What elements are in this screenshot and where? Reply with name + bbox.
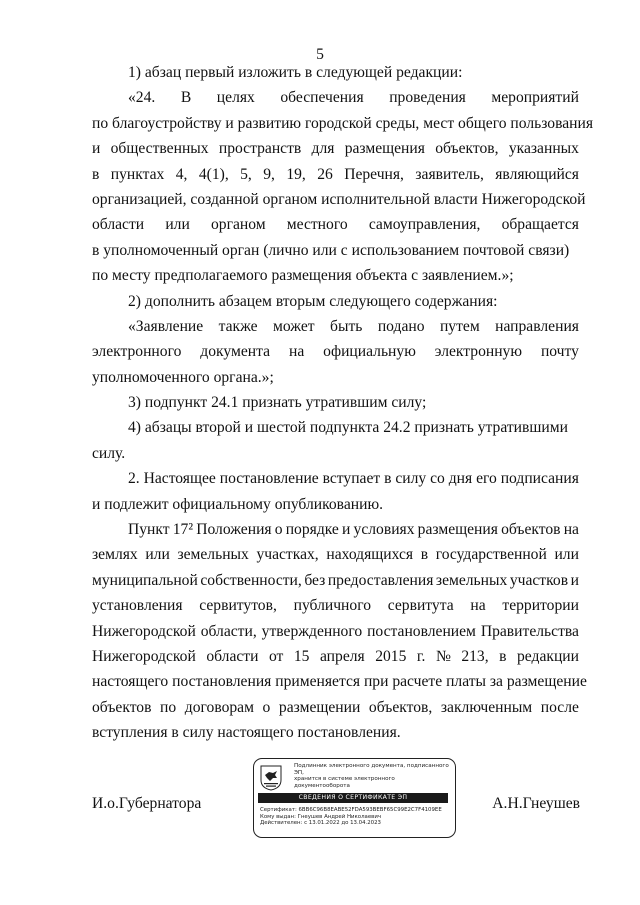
word: 5, [240,165,252,183]
word: подано [377,317,425,335]
word: 213, [461,647,489,665]
signatory-name: А.Н.Гнеушев [492,795,580,812]
word: государственной [435,546,547,564]
page-number: 5 [316,46,324,63]
word: почту [540,343,579,361]
text-line: вступления в силу настоящего постановления. [92,724,401,742]
word: муниципальной [92,571,198,589]
word: предоставления [327,571,434,589]
word: без [304,571,326,589]
word: договорам [184,698,254,716]
word: или [145,546,170,564]
text-line: 4) абзацы второй и шестой подпункта 24.2 признать утратившими [128,419,568,437]
word: сервитутов, [199,597,277,615]
word: Пункт [128,521,170,539]
e-signature-stamp [253,758,456,838]
word: объектов, [368,698,433,716]
word: Нижегородской [92,622,196,640]
word: может [273,317,315,335]
word: официальную [323,343,416,361]
word: Нижегородской [92,647,196,665]
word: местного [286,216,348,234]
text-line [92,568,579,593]
word: по [160,698,177,716]
text-line [92,695,579,720]
word: электронную [434,343,523,361]
signatory-title: И.о.Губернатора [92,795,202,812]
word: г. [416,647,426,665]
word: после [540,698,579,716]
word: также [218,317,258,335]
word: от [268,647,284,665]
text-line: 2. Настоящее постановление вступает в силу со дня его подписания [128,470,579,488]
text-line: 3) подпункт 24.1 признать утратившим силу; [128,394,427,412]
word: объектов [92,698,152,716]
certificate-validity: Действителен: с 13.01.2022 до 13.04.2023 [260,820,381,827]
text-line [92,517,579,542]
word: заявитель, [415,165,484,183]
word: указанных [508,140,579,158]
paragraph [92,314,579,390]
text-line: настоящего постановления применяется при расчете платы за размещение [92,673,587,691]
word: общественных [110,140,209,158]
stamp-title: СВЕДЕНИЯ О СЕРТИФИКАТЕ ЭП [258,793,448,803]
word: апреля [319,647,365,665]
word: обеспечения [280,89,364,107]
word: объектов, [435,140,499,158]
word: размещения [417,521,498,539]
text-line: уполномоченного органа.»; [92,368,274,386]
word: или [554,546,579,564]
word: земельных [435,571,508,589]
word: Правительства [480,622,579,640]
word: быть [330,317,363,335]
word: участках, [256,546,319,564]
paragraph [92,415,579,466]
paragraph [92,60,579,85]
word: в [92,165,100,183]
word: «24. [128,89,156,107]
text-line [92,339,579,364]
word: являющийся [495,165,579,183]
text-line: и подлежит официальному опубликованию. [92,495,384,513]
word: установления [92,597,183,615]
word: области, [200,622,257,640]
word: утвержденного [261,622,363,640]
text-line: силу. [92,444,126,462]
word: документа [200,343,271,361]
text-line: по благоустройству и развитию городской среды, мест общего пользования [92,114,594,132]
word: размещения [344,140,425,158]
coat-of-arms-icon [260,765,282,791]
text-line: 2) дополнить абзацем вторым следующего содержания: [128,292,498,310]
certificate-number: Сертификат: 6BB6C96B8EABE52FDA593BEBF65C99E2C7F4109EE [260,807,442,813]
document-body [92,60,594,746]
word: редакции [517,647,579,665]
text-line [92,136,579,161]
word: 4, [175,165,188,183]
word: путем [439,317,480,335]
word: для [311,140,335,158]
word: 17² [172,521,194,539]
word: Положения [196,521,272,539]
word: условиях [353,521,415,539]
text-line [92,85,579,110]
paragraph [92,390,579,415]
text-line: 1) абзац первый изложить в следующей редакции: [128,64,463,81]
paragraph [92,466,579,517]
word: 2015 [375,647,407,665]
word: № [435,647,451,665]
word: электронного [92,343,182,361]
word: 4(1), [198,165,229,183]
word: о [274,521,283,539]
text-line [92,619,579,644]
word: области [92,216,145,234]
word: порядке [285,521,339,539]
word: и [92,140,101,158]
word: мероприятий [491,89,579,107]
word: пространств [218,140,302,158]
word: размещении [278,698,361,716]
text-line [92,542,579,567]
text-line [92,593,579,618]
word: публичного [293,597,372,615]
word: «Заявление [128,317,204,335]
paragraph [92,85,594,288]
paragraph [92,517,587,746]
word: в [499,647,507,665]
word: самоуправления, [368,216,481,234]
word: заключенным [440,698,533,716]
word: территории [502,597,579,615]
word: В [180,89,192,107]
word: в [420,546,429,564]
text-line: организацией, созданной органом исполнительной власти Нижегородской [92,190,586,208]
text-line: в уполномоченный орган (лично или с использованием почтовой связи) [92,241,570,259]
word: целях [216,89,255,107]
word: земельных [177,546,249,564]
word: 9, [263,165,275,183]
stamp-header: Подлинник электронного документа, подписанного ЭП, хранится в системе электронного документооборота [294,763,449,789]
word: участков [509,571,569,589]
word: на [470,597,486,615]
word: на [288,343,305,361]
word: 19, [286,165,306,183]
word: о [262,698,271,716]
word: находящихся [326,546,414,564]
word: области [206,647,259,665]
word: на [563,521,579,539]
word: постановлением [367,622,476,640]
text-line [92,162,579,187]
text-line [92,212,579,237]
word: пунктах [110,165,165,183]
word: 26 [317,165,333,183]
paragraph [92,289,579,314]
word: обращается [501,216,579,234]
word: и [342,521,351,539]
word: собственности, [200,571,302,589]
word: землях [92,546,138,564]
word: или [165,216,190,234]
word: 15 [293,647,310,665]
word: проведения [389,89,466,107]
certificate-owner: Кому выдан: Гнеушев Андрей Николаевич [260,813,382,820]
word: органом [210,216,266,234]
word: и [570,571,579,589]
word: объектов [501,521,561,539]
text-line: по месту предполагаемого размещения объекта с заявлением.»; [92,267,514,285]
certificate-info [260,807,442,827]
text-line [92,314,579,339]
word: направления [495,317,579,335]
word: Перечня, [344,165,404,183]
text-line [92,644,579,669]
word: сервитута [387,597,454,615]
